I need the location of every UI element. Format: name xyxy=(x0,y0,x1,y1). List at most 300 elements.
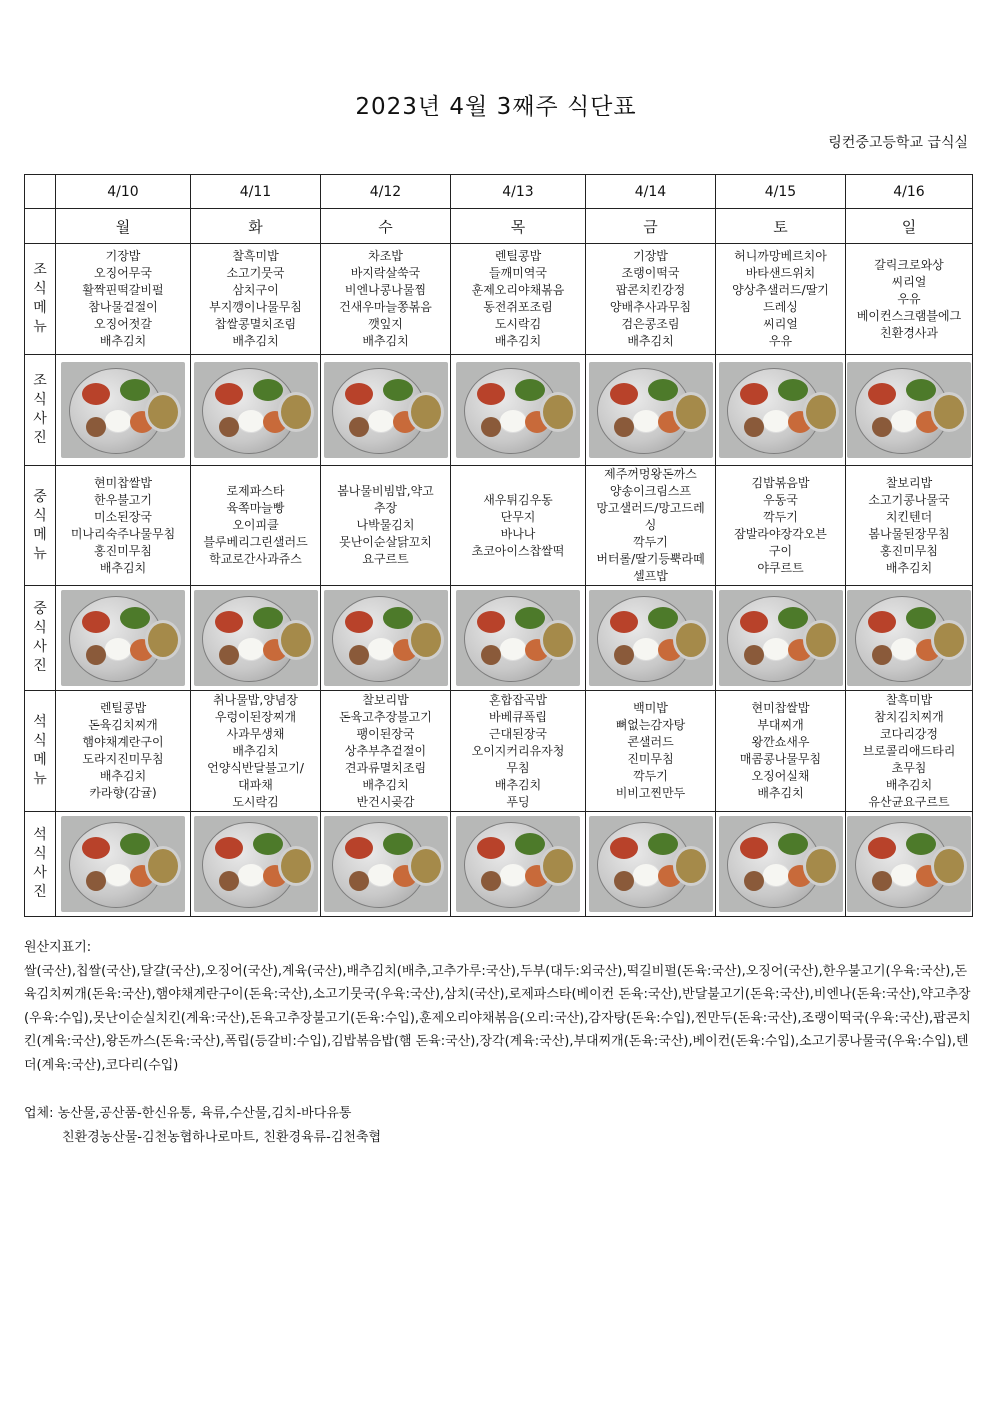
date-cell: 4/15 xyxy=(716,175,846,209)
food-portion xyxy=(219,417,239,437)
row-label-char: 중 xyxy=(33,488,47,505)
menu-item: 도시락김 xyxy=(232,794,279,809)
dinner-photo-row xyxy=(25,812,973,917)
corner-cell xyxy=(25,209,56,244)
menu-item: 찰보리밥 xyxy=(362,692,409,707)
menu-item: 육쪽마늘빵 xyxy=(226,501,285,515)
row-label-char: 식 xyxy=(33,733,47,749)
row-label-char: 진 xyxy=(33,884,47,900)
dinner-menu-cell xyxy=(56,691,191,812)
soup-bowl xyxy=(278,846,314,886)
dinner-menu-cell xyxy=(451,691,586,812)
weekday-cell: 월 xyxy=(56,209,191,244)
row-label-char: 중 xyxy=(33,601,47,617)
menu-item: 친환경사과 xyxy=(880,325,938,340)
soup-bowl xyxy=(803,846,839,886)
weekday-cell: 금 xyxy=(586,209,716,244)
menu-item: 견과류멸치조림 xyxy=(344,760,427,775)
food-portion xyxy=(477,837,505,859)
dinner-menu-row xyxy=(25,691,973,812)
menu-item: 찰흑미밥 xyxy=(885,692,933,707)
menu-item: 대파채 xyxy=(238,777,273,792)
menu-item: 초무침 xyxy=(891,760,927,775)
menu-item: 양송이크림스프 xyxy=(609,484,692,498)
food-portion xyxy=(215,611,243,633)
food-portion xyxy=(219,871,239,891)
food-portion xyxy=(740,837,768,859)
dinner-menu-cell xyxy=(586,691,716,812)
menu-item: 배추김치 xyxy=(494,777,542,792)
date-cell: 4/13 xyxy=(451,175,586,209)
row-label-char: 메 xyxy=(33,526,47,543)
row-label-char: 조 xyxy=(33,262,47,278)
breakfast-menu-row xyxy=(25,244,973,355)
soup-bowl xyxy=(145,846,181,886)
dinner-menu-cell xyxy=(716,691,846,812)
food-portion xyxy=(345,383,373,405)
breakfast-menu-cell xyxy=(586,244,716,355)
food-portion xyxy=(237,637,265,661)
breakfast-photo-cell xyxy=(191,355,321,466)
menu-item: 카라향(감귤) xyxy=(89,786,157,800)
menu-item: 오이피클 xyxy=(232,518,279,532)
food-portion xyxy=(253,379,283,401)
soup-bowl xyxy=(803,620,839,660)
meal-photo xyxy=(194,816,318,912)
soup-bowl xyxy=(540,620,576,660)
meal-photo xyxy=(719,590,843,686)
menu-item: 잠발라야장각오븐 xyxy=(734,526,827,541)
food-portion xyxy=(614,417,634,437)
menu-item: 현미찹쌀밥 xyxy=(751,701,810,715)
meal-photo xyxy=(456,590,580,686)
food-portion xyxy=(383,833,413,855)
lunch-menu-cell xyxy=(586,466,716,586)
menu-item: 삼치구이 xyxy=(232,283,279,297)
row-label-char: 사 xyxy=(33,639,47,655)
menu-item: 한우불고기 xyxy=(94,492,152,507)
food-portion xyxy=(367,637,395,661)
menu-item: 베이컨스크램블에그 xyxy=(856,308,962,323)
menu-item: 치킨텐더 xyxy=(885,509,933,524)
menu-item: 참치김치찌개 xyxy=(874,709,944,724)
menu-item: 깍두기 xyxy=(633,535,668,549)
food-portion xyxy=(104,409,132,433)
food-portion xyxy=(740,383,768,405)
menu-item: 오징어젓갈 xyxy=(94,317,152,331)
row-label-breakfast_photo xyxy=(25,355,56,466)
breakfast-menu-cell xyxy=(321,244,451,355)
food-portion xyxy=(104,863,132,887)
menu-item: 단무지 xyxy=(500,509,536,524)
menu-item: 바나나 xyxy=(500,526,536,541)
dinner-photo-cell xyxy=(191,812,321,917)
food-portion xyxy=(86,871,106,891)
food-portion xyxy=(345,837,373,859)
soup-bowl xyxy=(145,392,181,432)
row-label-char: 사 xyxy=(33,411,47,427)
food-portion xyxy=(872,645,892,665)
menu-item: 조랭이떡국 xyxy=(621,266,680,280)
menu-item: 배추김치 xyxy=(362,334,409,348)
lunch-menu-cell xyxy=(191,466,321,586)
row-label-dinner_photo xyxy=(25,812,56,917)
food-portion xyxy=(778,379,808,401)
food-portion xyxy=(215,383,243,405)
menu-item: 진미무침 xyxy=(627,752,674,766)
meal-photo xyxy=(61,362,185,458)
menu-item: 홍진미무침 xyxy=(94,543,152,558)
menu-item: 블루베리그린샐러드 xyxy=(203,535,308,549)
menu-item: 나박물김치 xyxy=(356,518,415,532)
menu-item: 들깨미역국 xyxy=(489,266,547,280)
menu-item: 바타샌드위치 xyxy=(745,266,816,280)
menu-item: 팝콘치킨강정 xyxy=(615,283,686,297)
menu-item: 바지락살쑥국 xyxy=(350,266,421,280)
food-portion xyxy=(237,863,265,887)
menu-item: 추장 xyxy=(373,501,398,515)
soup-bowl xyxy=(931,620,967,660)
food-portion xyxy=(82,611,110,633)
menu-item: 반건시곶감 xyxy=(356,794,415,809)
breakfast-menu-cell xyxy=(846,244,973,355)
lunch-photo-cell xyxy=(191,586,321,691)
menu-item: 버터롤/딸기등뿍라떼 xyxy=(596,552,705,566)
food-portion xyxy=(890,409,918,433)
meal-photo xyxy=(324,362,448,458)
meal-photo xyxy=(324,816,448,912)
row-label-char: 뉴 xyxy=(33,771,47,787)
food-portion xyxy=(253,607,283,629)
menu-item: 배추김치 xyxy=(627,334,674,348)
food-portion xyxy=(345,611,373,633)
row-label-char: 뉴 xyxy=(33,545,47,562)
menu-item: 근대된장국 xyxy=(489,726,547,741)
food-portion xyxy=(253,833,283,855)
weekday-cell: 토 xyxy=(716,209,846,244)
menu-item: 사과무생채 xyxy=(226,726,285,741)
food-portion xyxy=(614,871,634,891)
food-portion xyxy=(499,409,527,433)
food-portion xyxy=(744,871,764,891)
food-portion xyxy=(349,645,369,665)
menu-item: 김밥볶음밥 xyxy=(751,475,810,490)
lunch-photo-cell xyxy=(586,586,716,691)
meal-photo xyxy=(194,362,318,458)
menu-item: 미소된장국 xyxy=(94,509,152,524)
food-portion xyxy=(86,417,106,437)
menu-item: 배추김치 xyxy=(232,743,279,758)
menu-item: 부대찌개 xyxy=(757,718,804,732)
food-portion xyxy=(349,417,369,437)
row-label-char: 식 xyxy=(33,620,47,636)
menu-item: 찰흑미밥 xyxy=(232,249,279,263)
origin-text: 쌀(국산),칩쌀(국산),달걀(국산),오징어(국산),계육(국산),배추김치(배추,고추가루:국산),두부(대두:외국산),떡길비펄(돈육:국산),오징어(국산),한우불고기(우육:국산),돈육김치찌개(돈육:국산),햄야채계란구이(돈육:국산),소고기뭇국(우육:국산),삼치(국산),로제파스타(베이컨 돈육:국산),반달불고기(돈육:국산),비엔나(돈육:국산),약고추장(우육:수입),못난이순실치킨(계육:국산),돈육고추장불고기(돈육:수입),훈제오리야채볶음(오리:국산),감자탕(돈육:수입),찐만두(돈육:국산),조랭이떡국(우육:국산),팝콘치킨(계육:국산),왕돈까스(돈육:국산),폭립(등갈비:수입),김밥볶음밥(햄 돈육:국산),장각(계육:국산),부대찌개(돈육:국산),베이컨(돈육:수입),소고기콩나물국(우육:수입),텐더(계육:국산),코다리(수입) xyxy=(24,963,971,1073)
menu-item: 햄야채계란구이 xyxy=(82,735,164,749)
food-portion xyxy=(120,379,150,401)
food-portion xyxy=(515,833,545,855)
menu-item: 깻잎지 xyxy=(368,317,403,331)
menu-item: 찹쌀콩멸치조림 xyxy=(214,317,297,331)
menu-item: 배추김치 xyxy=(99,769,147,783)
food-portion xyxy=(104,637,132,661)
menu-item: 셀프밥 xyxy=(633,569,668,583)
food-portion xyxy=(237,409,265,433)
food-portion xyxy=(890,637,918,661)
food-portion xyxy=(367,409,395,433)
breakfast-photo-cell xyxy=(846,355,973,466)
dinner-menu-cell xyxy=(191,691,321,812)
food-portion xyxy=(383,607,413,629)
row-label-lunch_photo xyxy=(25,586,56,691)
row-label-dinner_menu xyxy=(25,691,56,812)
lunch-photo-row xyxy=(25,586,973,691)
food-portion xyxy=(614,645,634,665)
food-portion xyxy=(868,837,896,859)
menu-item: 양상추샐러드/딸기 xyxy=(732,283,829,297)
meal-photo xyxy=(847,816,971,912)
date-cell: 4/12 xyxy=(321,175,451,209)
dinner-menu-cell xyxy=(321,691,451,812)
menu-item: 새우튀김우동 xyxy=(483,492,553,507)
food-portion xyxy=(215,837,243,859)
dinner-photo-cell xyxy=(451,812,586,917)
soup-bowl xyxy=(408,846,444,886)
menu-item: 차조밥 xyxy=(368,249,403,263)
food-portion xyxy=(219,645,239,665)
food-portion xyxy=(632,637,660,661)
food-portion xyxy=(481,871,501,891)
menu-item: 양배추사과무침 xyxy=(609,300,692,314)
row-label-char: 석 xyxy=(33,827,47,843)
food-portion xyxy=(367,863,395,887)
row-label-char: 사 xyxy=(33,865,47,881)
menu-item: 갈릭크로와상 xyxy=(874,257,944,272)
lunch-menu-cell xyxy=(716,466,846,586)
breakfast-menu-cell xyxy=(451,244,586,355)
soup-bowl xyxy=(931,392,967,432)
row-label-char: 메 xyxy=(33,752,47,768)
menu-item: 봄나물비빔밥,약고 xyxy=(337,484,434,498)
menu-item: 씨리얼 xyxy=(763,317,798,331)
menu-item: 건새우마늘쫑볶음 xyxy=(339,300,432,314)
lunch-photo-cell xyxy=(321,586,451,691)
school-cafeteria-name: 링컨중고등학교 급식실 xyxy=(828,135,968,151)
page-title: 2023년 4월 3째주 식단표 xyxy=(355,94,637,120)
menu-item: 매콤콩나물무침 xyxy=(739,752,822,766)
food-portion xyxy=(778,833,808,855)
lunch-menu-cell xyxy=(846,466,973,586)
food-portion xyxy=(762,409,790,433)
menu-item: 브로콜리애드타리 xyxy=(862,743,956,758)
lunch-menu-cell xyxy=(451,466,586,586)
menu-item: 배추김치 xyxy=(885,560,933,575)
food-portion xyxy=(515,607,545,629)
menu-item: 상추부추겉절이 xyxy=(344,743,427,758)
meal-photo xyxy=(719,816,843,912)
menu-item: 동전쥐포조림 xyxy=(483,300,553,314)
origin-notes xyxy=(24,936,972,1077)
lunch-menu-cell xyxy=(56,466,191,586)
menu-item: 비엔나콩나물찜 xyxy=(344,283,427,297)
food-portion xyxy=(906,379,936,401)
food-portion xyxy=(890,863,918,887)
menu-item: 배추김치 xyxy=(99,560,147,575)
food-portion xyxy=(477,611,505,633)
lunch-photo-cell xyxy=(716,586,846,691)
menu-item: 소고기콩나물국 xyxy=(868,492,950,507)
menu-item: 소고기뭇국 xyxy=(226,266,285,280)
food-portion xyxy=(762,637,790,661)
menu-item: 도라지진미무침 xyxy=(82,752,164,766)
menu-item: 우유 xyxy=(897,291,921,306)
menu-item: 배추김치 xyxy=(362,777,409,792)
meal-photo xyxy=(847,362,971,458)
menu-item: 야쿠르트 xyxy=(757,560,804,575)
food-portion xyxy=(383,379,413,401)
menu-item: 기장밥 xyxy=(633,249,668,263)
food-portion xyxy=(610,837,638,859)
breakfast-menu-cell xyxy=(56,244,191,355)
food-portion xyxy=(906,607,936,629)
weekday-cell: 일 xyxy=(846,209,973,244)
weekly-menu-table xyxy=(24,174,973,917)
menu-item: 오이지커리유자청 xyxy=(471,743,565,758)
soup-bowl xyxy=(540,392,576,432)
dinner-photo-cell xyxy=(321,812,451,917)
food-portion xyxy=(744,417,764,437)
food-portion xyxy=(906,833,936,855)
food-portion xyxy=(868,611,896,633)
meal-photo xyxy=(719,362,843,458)
breakfast-photo-cell xyxy=(716,355,846,466)
breakfast-photo-cell xyxy=(586,355,716,466)
soup-bowl xyxy=(278,620,314,660)
menu-item: 혼합잡곡밥 xyxy=(489,692,547,707)
weekday-cell: 화 xyxy=(191,209,321,244)
row-label-char: 석 xyxy=(33,714,47,730)
row-label-char: 식 xyxy=(33,392,47,408)
menu-item: 팽이된장국 xyxy=(356,726,415,741)
food-portion xyxy=(868,383,896,405)
menu-item: 바베큐폭립 xyxy=(489,709,547,724)
menu-item: 콘샐러드 xyxy=(627,735,674,749)
menu-item: 오징어실채 xyxy=(751,769,810,783)
soup-bowl xyxy=(803,392,839,432)
menu-item: 깍두기 xyxy=(633,769,668,783)
menu-item: 기장밥 xyxy=(105,249,141,263)
breakfast-menu-cell xyxy=(716,244,846,355)
food-portion xyxy=(120,833,150,855)
origin-label: 원산지표기: xyxy=(24,940,92,955)
food-portion xyxy=(610,383,638,405)
menu-item: 뼈없는감자탕 xyxy=(615,718,686,732)
row-label-breakfast_menu xyxy=(25,244,56,355)
food-portion xyxy=(481,645,501,665)
menu-item: 푸딩 xyxy=(506,794,530,809)
meal-photo xyxy=(589,590,713,686)
soup-bowl xyxy=(540,846,576,886)
breakfast-photo-cell xyxy=(56,355,191,466)
menu-item: 부지깽이나물무침 xyxy=(209,300,302,314)
lunch-menu-cell xyxy=(321,466,451,586)
food-portion xyxy=(648,379,678,401)
row-label-char: 식 xyxy=(33,281,47,297)
menu-item: 오징어무국 xyxy=(94,266,152,280)
meal-photo xyxy=(456,816,580,912)
food-portion xyxy=(120,607,150,629)
menu-item: 언양식반달불고기/ xyxy=(207,760,304,775)
weekday-cell: 목 xyxy=(451,209,586,244)
dinner-photo-cell xyxy=(586,812,716,917)
food-portion xyxy=(499,637,527,661)
menu-item: 미나리숙주나물무침 xyxy=(70,526,176,541)
menu-item: 깍두기 xyxy=(763,509,798,524)
food-portion xyxy=(648,607,678,629)
lunch-photo-cell xyxy=(846,586,973,691)
meal-photo xyxy=(847,590,971,686)
meal-photo xyxy=(589,362,713,458)
soup-bowl xyxy=(278,392,314,432)
menu-item: 취나물밥,양념장 xyxy=(213,692,298,707)
menu-item: 망고샐러드/망고드레 xyxy=(596,501,705,515)
row-label-char: 식 xyxy=(33,507,47,524)
menu-item: 현미찹쌀밥 xyxy=(94,475,152,490)
food-portion xyxy=(762,863,790,887)
dinner-menu-cell xyxy=(846,691,973,812)
menu-item: 배추김치 xyxy=(494,334,542,348)
food-portion xyxy=(82,383,110,405)
weekday-cell: 수 xyxy=(321,209,451,244)
date-cell: 4/10 xyxy=(56,175,191,209)
menu-item: 씨리얼 xyxy=(891,274,927,289)
menu-item: 훈제오리야채볶음 xyxy=(471,283,565,297)
menu-item: 초코아이스찹쌀떡 xyxy=(471,543,565,558)
menu-item: 로제파스타 xyxy=(226,484,285,498)
menu-item: 렌틸콩밥 xyxy=(99,701,147,715)
soup-bowl xyxy=(931,846,967,886)
breakfast-menu-cell xyxy=(191,244,321,355)
menu-item: 봄나물된장무침 xyxy=(868,526,950,541)
food-portion xyxy=(499,863,527,887)
vendor-info xyxy=(24,1102,381,1150)
row-label-char: 메 xyxy=(33,300,47,316)
menu-item: 활짝핀떡갈비펄 xyxy=(82,283,164,297)
meal-photo xyxy=(61,816,185,912)
food-portion xyxy=(349,871,369,891)
food-portion xyxy=(481,417,501,437)
menu-item: 싱 xyxy=(644,518,657,532)
menu-item: 허니까망베르치아 xyxy=(734,249,827,263)
menu-item: 왕깐쇼새우 xyxy=(751,735,810,749)
breakfast-photo-cell xyxy=(321,355,451,466)
food-portion xyxy=(872,871,892,891)
food-portion xyxy=(744,645,764,665)
food-portion xyxy=(477,383,505,405)
row-label-char: 조 xyxy=(33,373,47,389)
breakfast-photo-row xyxy=(25,355,973,466)
meal-photo xyxy=(324,590,448,686)
menu-item: 구이 xyxy=(768,543,793,558)
meal-photo xyxy=(194,590,318,686)
date-row xyxy=(25,175,973,209)
meal-photo xyxy=(456,362,580,458)
menu-item: 못난이순살닭꼬치 xyxy=(339,535,432,549)
menu-item: 렌틸콩밥 xyxy=(494,249,542,263)
menu-item: 제주꺼멍왕돈까스 xyxy=(604,467,697,481)
soup-bowl xyxy=(673,392,709,432)
menu-item: 배추김치 xyxy=(885,777,933,792)
